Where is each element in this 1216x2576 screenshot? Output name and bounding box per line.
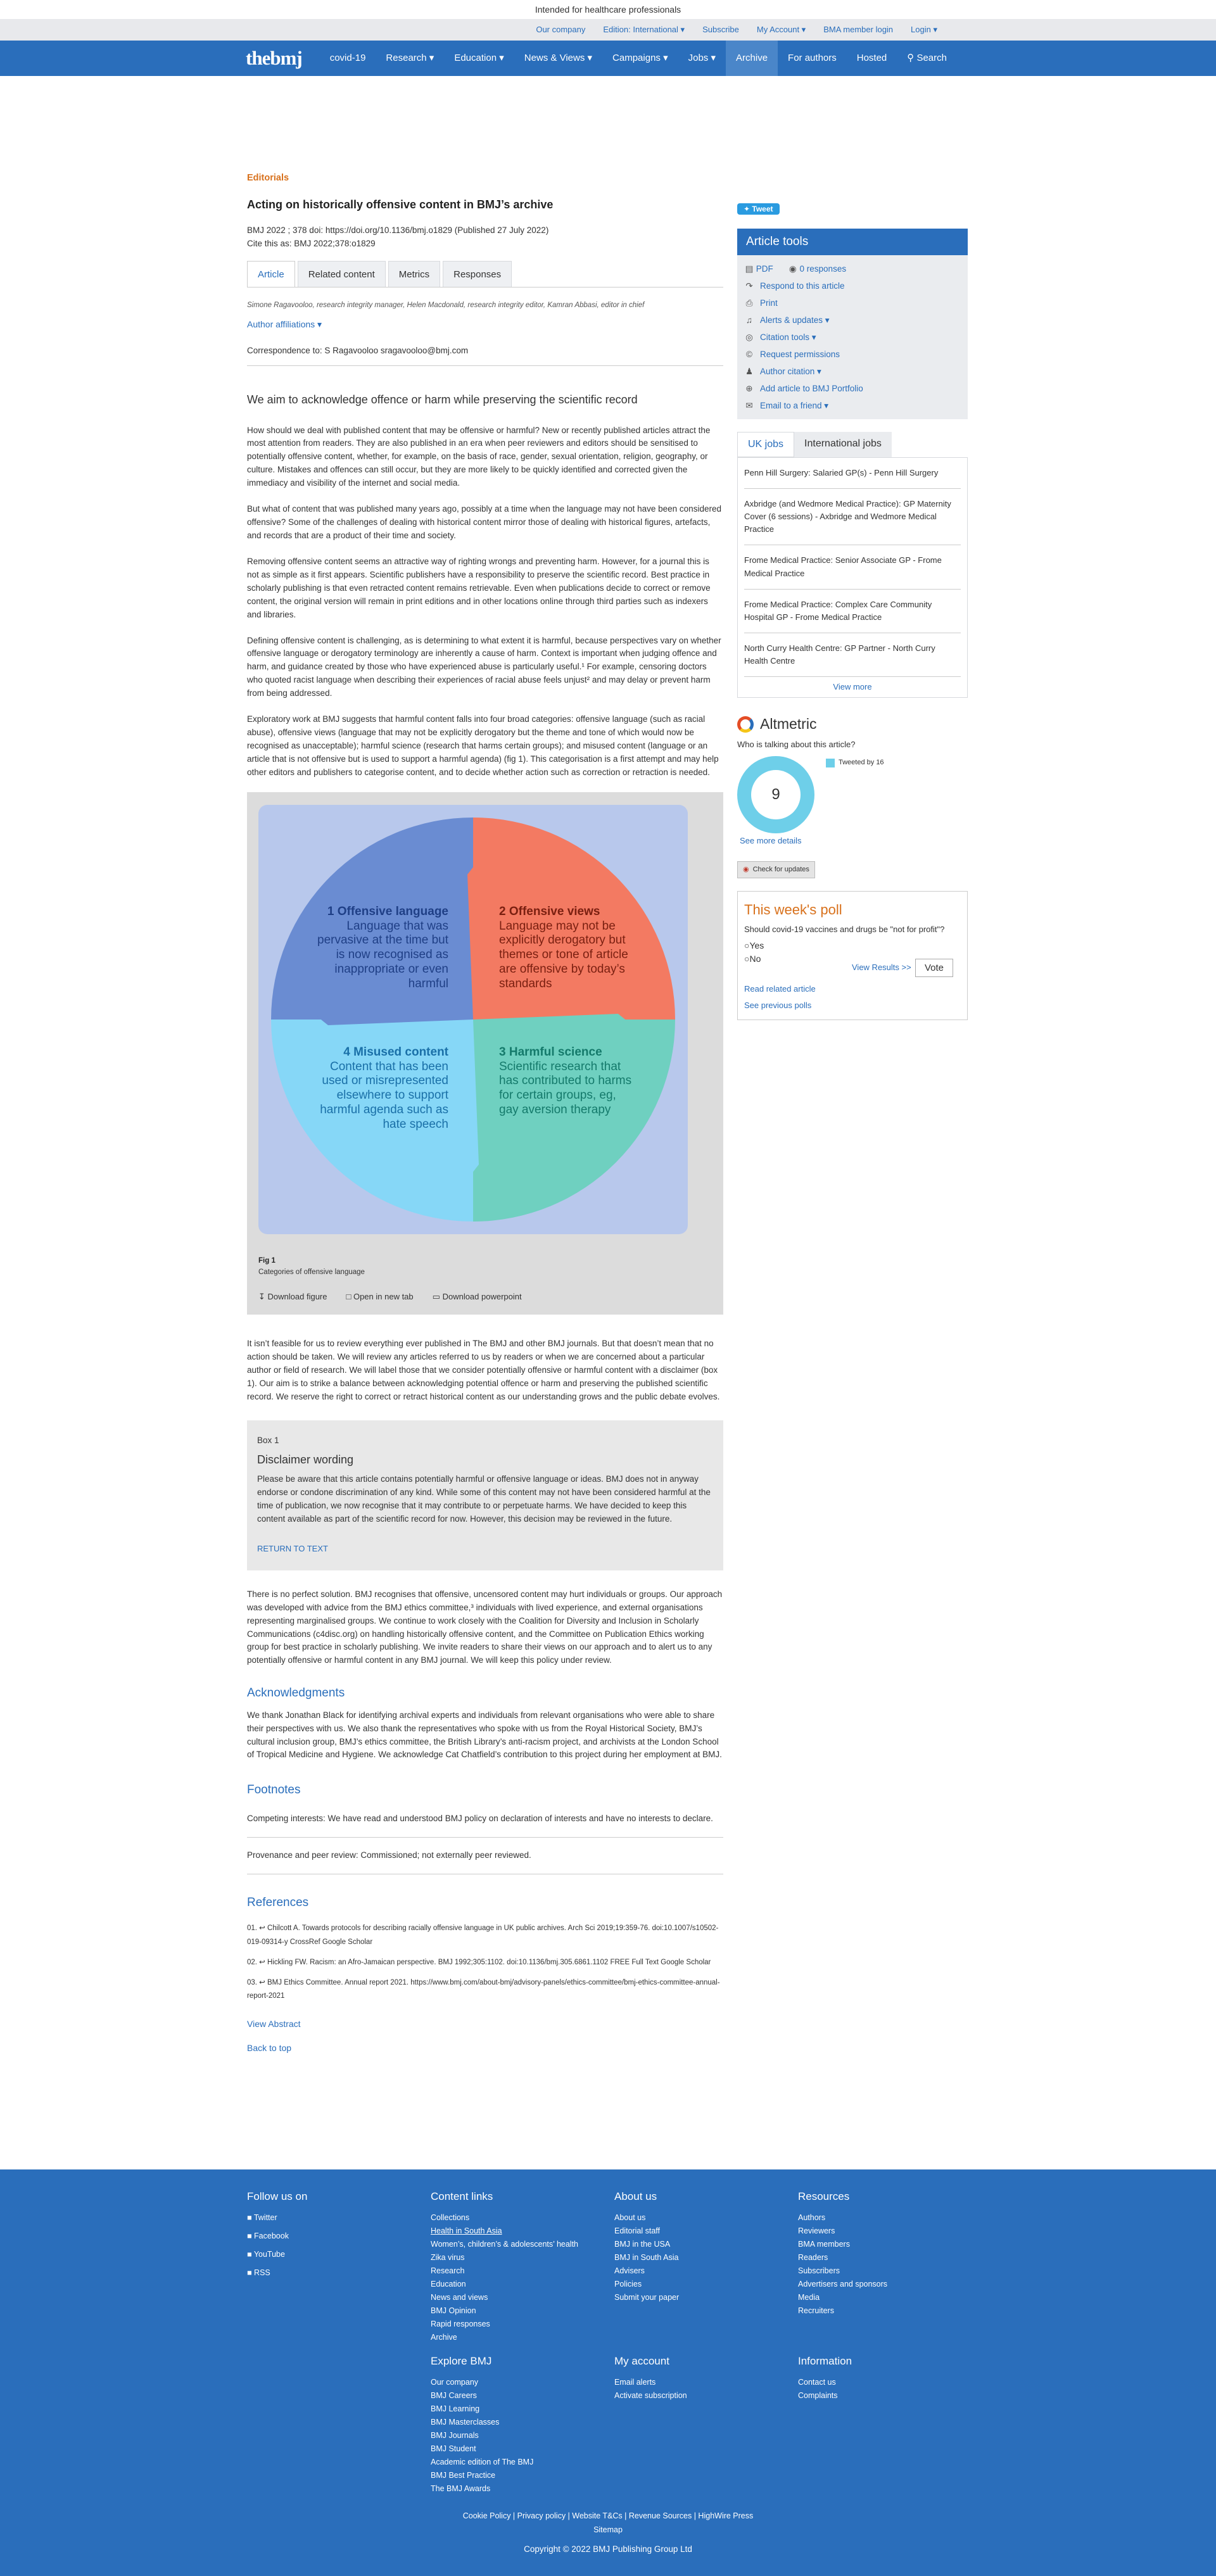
footer-link[interactable]: Subscribers — [798, 2266, 840, 2276]
our-company-link[interactable]: Our company — [536, 24, 586, 34]
facebook-label: Facebook — [254, 2232, 289, 2241]
figure-1 — [247, 792, 723, 1315]
divider — [247, 1837, 723, 1838]
pdf-label: PDF — [756, 263, 773, 274]
footer-content-links — [431, 2188, 595, 2344]
download-figure-link[interactable] — [258, 1291, 327, 1303]
email-friend-menu[interactable] — [745, 397, 960, 414]
box-label: Box 1 — [257, 1436, 279, 1446]
subscribe-link[interactable]: Subscribe — [702, 24, 739, 34]
check-updates-button[interactable] — [737, 861, 815, 878]
altmetric-donut[interactable] — [737, 756, 814, 833]
altmetric-score: 9 — [751, 770, 801, 819]
footer-about — [614, 2188, 779, 2304]
footer-link[interactable]: BMJ Opinion — [431, 2306, 476, 2316]
job-item[interactable]: Axbridge (and Wedmore Medical Practice): GP Maternity Cover (6 sessions) - Axbridge and Wedmore Medical Practice — [744, 489, 961, 545]
reference-item: 02. ↩ Hickling FW. Racism: an Afro-Jamaican perspective. BMJ 1992;305:1102. doi:10.1136/bmj.305.6861.1102 FREE Full Text Google Scholar — [247, 1958, 711, 1966]
nav-news[interactable]: News & Views ▾ — [524, 53, 593, 63]
utility-bar — [0, 19, 1216, 41]
user-icon: ♟ — [745, 366, 754, 376]
footer-link[interactable]: Authors — [798, 2213, 826, 2223]
previous-polls-link[interactable]: See previous polls — [744, 1001, 812, 1011]
altmetric-question: Who is talking about this article? — [737, 740, 856, 750]
footer-link[interactable]: BMJ Learning — [431, 2404, 480, 2414]
footer-link[interactable]: BMJ Best Practice — [431, 2471, 496, 2480]
download-powerpoint-label: Download powerpoint — [442, 1292, 522, 1302]
footer-link[interactable]: Academic edition of The BMJ — [431, 2458, 534, 2467]
cite-as: Cite this as: BMJ 2022;378:o1829 — [247, 239, 376, 249]
footer-link[interactable]: Collections — [431, 2213, 470, 2223]
nav-authors[interactable]: For authors — [788, 53, 837, 63]
poll-yes-label: Yes — [749, 940, 764, 950]
footer-link[interactable]: Rapid responses — [431, 2320, 490, 2329]
reply-icon: ↷ — [745, 281, 753, 291]
nav-hosted[interactable]: Hosted — [856, 53, 887, 63]
main-nav — [0, 41, 1216, 76]
footer-heading: Explore BMJ — [431, 2355, 492, 2367]
figure-label: Fig 1 — [258, 1256, 276, 1265]
youtube-link[interactable] — [247, 2248, 412, 2261]
footer-link[interactable]: BMJ Journals — [431, 2431, 479, 2440]
email-friend-label: Email to a friend ▾ — [760, 400, 829, 410]
footer-link[interactable]: News and views — [431, 2293, 488, 2302]
footer-link[interactable]: Health in South Asia — [431, 2226, 502, 2236]
footer-link[interactable]: Research — [431, 2266, 465, 2276]
nav-education[interactable]: Education ▾ — [454, 53, 504, 63]
acknowledgments-text: We thank Jonathan Black for identifying archival experts and individuals from relevant organisations who were able to share their perspectives with us. We also thank the representatives who spoke with us from the Royal Historical Society, BMJ’s cultural inclusion group, BMJ’s ethics committee, the British Library’s anti-racism project, and archivists at the London School of Tropical Medicine and Hygiene. We acknowledge Cat Chatfield’s contribution to this project during her employment at BMJ. — [247, 1710, 722, 1760]
job-item[interactable]: Frome Medical Practice: Complex Care Community Hospital GP - Frome Medical Practice — [744, 590, 961, 633]
alerts-menu[interactable] — [745, 312, 960, 329]
tab-article[interactable]: Article — [247, 261, 295, 287]
citation-tools-label: Citation tools ▾ — [760, 332, 816, 342]
portfolio-label: Add article to BMJ Portfolio — [760, 383, 863, 393]
job-item[interactable]: North Curry Health Centre: GP Partner - North Curry Health Centre — [744, 633, 961, 677]
section-label[interactable]: Editorials — [247, 173, 289, 183]
comment-icon: ◉ — [788, 263, 797, 274]
top-banner: Intended for healthcare professionals — [0, 0, 1216, 19]
twitter-icon: ■ — [247, 2213, 252, 2223]
alerts-label: Alerts & updates ▾ — [760, 315, 830, 325]
jobs-list — [737, 457, 968, 698]
footer-information — [798, 2353, 963, 2402]
respond-label: Respond to this article — [760, 281, 845, 291]
footer-link[interactable]: Reviewers — [798, 2226, 835, 2236]
read-related-link[interactable]: Read related article — [744, 983, 816, 994]
twitter-icon: ✦ — [744, 205, 750, 213]
footer-link[interactable]: Women’s, children’s & adolescents’ health — [431, 2240, 579, 2249]
youtube-icon: ■ — [247, 2250, 252, 2259]
competing-interests: Competing interests: We have read and understood BMJ policy on declaration of interests and have no interests to declare. — [247, 1813, 713, 1823]
author-list: Simone Ragavooloo, research integrity manager, Helen Macdonald, research integrity editor, Kamran Abbasi, editor in chief — [247, 301, 645, 310]
q2-text: Language may not be explicitly derogatory but themes or tone of article are offensive by today’s standards — [499, 919, 628, 990]
footer-link[interactable]: Readers — [798, 2253, 828, 2263]
paragraph: But what of content that was published many years ago, possibly at a time when the language may not have been considered offensive? Some of the challenges of dealing with historical content mirror those of dealing with historical figures, artefacts, and records that are a product of their time and society. — [247, 504, 721, 540]
nav-campaigns[interactable]: Campaigns ▾ — [612, 53, 668, 63]
q3-title: 3 Harmful science — [499, 1045, 602, 1059]
envelope-icon: ✉ — [745, 400, 753, 410]
tab-related[interactable]: Related content — [298, 261, 386, 287]
site-footer — [0, 2169, 1216, 2576]
article-main — [247, 171, 723, 2055]
footer-link[interactable]: Email alerts — [614, 2378, 656, 2387]
plus-icon: ⊕ — [745, 383, 753, 393]
bma-login-link[interactable]: BMA member login — [823, 24, 894, 34]
responses-link[interactable] — [788, 260, 846, 277]
footer-heading: Content links — [431, 2190, 493, 2202]
q1-text: Language that was pervasive at the time but is now recognised as inappropriate or even harmful — [317, 919, 448, 990]
rss-link[interactable] — [247, 2266, 412, 2280]
footnotes-heading: Footnotes — [247, 1783, 301, 1797]
poll-option-yes[interactable]: ○Yes — [744, 940, 764, 950]
footer-link[interactable]: Education — [431, 2280, 466, 2289]
divider — [247, 365, 723, 366]
paragraph: There is no perfect solution. BMJ recognises that offensive, uncensored content may hurt individuals or groups. Our approach was developed with advice from the BMJ ethics committee,³ individuals with lived experience, and external organisations representing marginalised groups. We continue to work closely with the Coalition for Diversity and Inclusion in Scholarly Communications (c4disc.org) on handling historically offensive content, and the Committee on Publication Ethics working group for best practice in scholarly publishing. We invite readers to share their views on our approach and to alert us to any potentially offensive or harmful content in any BMJ journal. We will keep this policy under review. — [247, 1589, 723, 1665]
article-title: Acting on historically offensive content in BMJ’s archive — [247, 198, 554, 212]
check-updates-label: Check for updates — [752, 866, 809, 874]
article-tabs — [247, 261, 723, 287]
footer-heading: Follow us on — [247, 2190, 308, 2202]
my-account-menu[interactable]: My Account ▾ — [756, 24, 806, 34]
citation-tools-menu[interactable] — [745, 329, 960, 346]
bmj-logo[interactable]: thebmj — [246, 46, 302, 69]
footer-link[interactable]: Archive — [431, 2333, 457, 2342]
correspondence: Correspondence to: S Ragavooloo sragavooloo@bmj.com — [247, 345, 469, 355]
tools-row-pdf — [745, 260, 960, 277]
bell-icon: ♫ — [745, 315, 753, 325]
poll-option-no[interactable]: ○No — [744, 954, 761, 964]
crossmark-icon: ◉ — [743, 866, 749, 874]
author-citation-menu[interactable] — [745, 363, 960, 380]
footer-link[interactable]: Zika virus — [431, 2253, 465, 2263]
tweeted-label: Tweeted by 16 — [839, 759, 884, 767]
print-link[interactable] — [745, 294, 960, 312]
footer-link[interactable]: Advertisers and sponsors — [798, 2280, 888, 2289]
altmetric-title: Altmetric — [760, 716, 817, 733]
poll-title: This week's poll — [744, 902, 842, 918]
q3-text: Scientific research that has contributed to harms for certain groups, eg, gay aversion therapy — [499, 1059, 632, 1116]
nav-search[interactable] — [897, 41, 957, 76]
see-more-details-link[interactable]: See more details — [740, 836, 802, 846]
globe-icon: ◎ — [745, 332, 753, 342]
copyright: Copyright © 2022 BMJ Publishing Group Ltd — [524, 2544, 692, 2554]
facebook-icon: ■ — [247, 2232, 252, 2241]
paragraph: Exploratory work at BMJ suggests that harmful content falls into four broad categories: offensive language (such as racial abuse), offensive views (language that may not be explicitly derogatory but the theme and tone of which would now be recognised as unacceptable); harmful science (research that harms certain groups); and misused content (language or an article that is not offensive but is used to support a harmful agenda) (fig 1). This categorisation is a first attempt and may help other editors and publishers to categorise content, and to decide whether action such as correction or retraction is needed. — [247, 714, 719, 777]
footer-resources — [798, 2188, 963, 2318]
figure-links — [258, 1291, 711, 1303]
permissions-label: Request permissions — [760, 349, 840, 359]
nav-archive[interactable]: Archive — [726, 41, 778, 76]
page-icon: □ — [346, 1292, 352, 1302]
job-item[interactable]: Penn Hill Surgery: Salaried GP(s) - Penn Hill Surgery — [744, 458, 961, 489]
q4-title: 4 Misused content — [343, 1045, 448, 1059]
footer-link[interactable]: About us — [614, 2213, 646, 2223]
footer-link[interactable]: Contact us — [798, 2378, 836, 2387]
paragraph: How should we deal with published content that may be offensive or harmful? New or recently published articles attract the most attention from readers. They are also published in an era when peer reviewers and editors should be sensitised to potentially offensive content, whether, for example, on the basis of race, gender, sexual orientation, religion, geography, or culture. Mistakes and offences can still occur, but they are more likely to be quickly identified and corrected given the immediacy and visibility of the internet and social media. — [247, 425, 711, 488]
rss-label: RSS — [254, 2268, 270, 2278]
tab-uk-jobs[interactable]: UK jobs — [737, 432, 794, 457]
poll-question: Should covid-19 vaccines and drugs be "not for profit"? — [744, 925, 945, 935]
article-tools — [737, 229, 968, 419]
permissions-link[interactable] — [745, 346, 960, 363]
poll-no-label: No — [749, 954, 761, 964]
footer-link[interactable]: BMA members — [798, 2240, 850, 2249]
altmetric-header — [737, 713, 968, 736]
rss-icon: ■ — [247, 2268, 252, 2278]
footer-account — [614, 2353, 779, 2402]
author-affiliations-toggle[interactable]: Author affiliations ▾ — [247, 319, 322, 330]
footer-link[interactable]: BMJ in the USA — [614, 2240, 671, 2249]
paragraph: It isn’t feasible for us to review everything ever published in The BMJ and other BMJ journals. But that doesn’t mean that no action should be taken. We will review any articles referred to us by readers or when we are concerned about a particular author or field of research. We will label those that we consider potentially offensive or harmful content with a disclaimer (box 1). Our aim is to strike a balance between acknowledging potential offence or harm and preserving the published scientific record. We reserve the right to correct or retract historical content as our understanding grows and the public debate evolves. — [247, 1339, 720, 1402]
reference-item: 03. ↩ BMJ Ethics Committee. Annual report 2021. https://www.bmj.com/about-bmj/advisory-panels/ethics-committee/bmj-ethics-committee-annual-report-2021 — [247, 1978, 720, 2000]
search-icon: ⚲ — [907, 53, 915, 63]
footer-follow — [247, 2188, 412, 2280]
paragraph: Removing offensive content seems an attractive way of righting wrongs and preventing harm. However, for a journal this is not as simple as it first appears. Scientific publishers have a responsibility to preserve the scientific record. Best practice in scholarly publishing is that even retracted content remains retrievable. Even when publications decide to correct or remove content, the original version will remain in print editions and in other locations online through third parties such as indexers and libraries. — [247, 556, 711, 619]
footer-link[interactable]: Recruiters — [798, 2306, 834, 2316]
login-menu[interactable]: Login ▾ — [911, 24, 937, 34]
footer-policy-links[interactable]: Cookie Policy | Privacy policy | Website T&Cs | Revenue Sources | HighWire Press — [462, 2511, 754, 2520]
tab-responses[interactable]: Responses — [443, 261, 512, 287]
tweeted-count — [826, 757, 884, 768]
footer-link[interactable]: The BMJ Awards — [431, 2484, 491, 2494]
references-heading: References — [247, 1895, 309, 1909]
download-icon: ↧ — [258, 1292, 265, 1302]
footer-link[interactable]: BMJ Student — [431, 2444, 476, 2454]
view-more-jobs-link[interactable]: View more — [833, 682, 872, 692]
tweet-label: Tweet — [752, 205, 773, 213]
tab-international-jobs[interactable]: International jobs — [794, 432, 892, 457]
article-subtitle: We aim to acknowledge offence or harm while preserving the scientific record — [247, 393, 638, 406]
nav-covid[interactable]: covid-19 — [329, 53, 366, 63]
view-results-link[interactable]: View Results >> — [852, 962, 911, 972]
author-citation-label: Author citation ▾ — [760, 366, 821, 376]
pdf-icon: ▤ — [745, 263, 754, 274]
legend-swatch — [826, 759, 835, 767]
footer-link[interactable]: Media — [798, 2293, 820, 2302]
tab-metrics[interactable]: Metrics — [388, 261, 440, 287]
reference-item: 01. ↩ Chilcott A. Towards protocols for describing racially offensive language in UK public archives. Arch Sci 2019;19:359-76. doi:10.1007/s10502-019-09314-y CrossRef Google Scholar — [247, 1924, 719, 1946]
footer-link[interactable]: BMJ in South Asia — [614, 2253, 679, 2263]
facebook-link[interactable] — [247, 2230, 412, 2243]
provenance: Provenance and peer review: Commissioned; not externally peer reviewed. — [247, 1850, 531, 1860]
twitter-link[interactable] — [247, 2211, 412, 2225]
footer-link[interactable]: Activate subscription — [614, 2391, 687, 2401]
footer-heading: My account — [614, 2355, 669, 2367]
respond-link[interactable] — [745, 277, 960, 294]
article-tools-heading: Article tools — [737, 229, 968, 255]
box-text: Please be aware that this article contains potentially harmful or offensive language or ideas. BMJ does not in anyway endorse or condone discrimination of any kind. While some of this content may not have been considered harmful at the time of publication, we now recognise that it may contribute to or perpetuate harms. We have decided to keep this content available as part of the scientific record for now. However, this decision may be reviewed in the future. — [257, 1474, 711, 1524]
jobs-tabs — [737, 432, 968, 457]
citation-line: BMJ 2022 ; 378 doi: https://doi.org/10.1136/bmj.o1829 (Published 27 July 2022) — [247, 225, 549, 236]
download-powerpoint-link[interactable] — [433, 1291, 522, 1303]
box-title: Disclaimer wording — [257, 1453, 354, 1467]
footer-heading: Resources — [798, 2190, 850, 2202]
footer-heading: About us — [614, 2190, 657, 2202]
download-figure-label: Download figure — [267, 1292, 327, 1302]
youtube-label: YouTube — [253, 2250, 285, 2259]
search-label: Search — [916, 53, 947, 63]
nav-jobs[interactable]: Jobs ▾ — [688, 53, 716, 63]
back-to-top-link[interactable]: Back to top — [247, 2043, 292, 2054]
open-new-tab-link[interactable] — [346, 1291, 413, 1303]
vote-button[interactable]: Vote — [915, 959, 953, 977]
altmetric-widget — [737, 756, 968, 845]
q1-title: 1 Offensive language — [327, 904, 448, 918]
footer-link[interactable]: BMJ Careers — [431, 2391, 477, 2401]
responses-label: 0 responses — [799, 263, 847, 274]
q2-title: 2 Offensive views — [499, 904, 600, 918]
footer-link[interactable]: Submit your paper — [614, 2293, 680, 2302]
copyright-icon: © — [746, 349, 752, 359]
portfolio-link[interactable] — [745, 380, 960, 397]
edition-menu[interactable]: Edition: International ▾ — [603, 24, 685, 34]
return-to-text-link[interactable]: RETURN TO TEXT — [257, 1543, 328, 1553]
article-tools-list — [737, 255, 968, 419]
footer-link[interactable]: Our company — [431, 2378, 479, 2387]
footer-link[interactable]: Advisers — [614, 2266, 645, 2276]
view-abstract-link[interactable]: View Abstract — [247, 2019, 301, 2030]
figure-image[interactable] — [258, 805, 688, 1234]
footer-link[interactable]: Complaints — [798, 2391, 838, 2401]
disclaimer-box — [247, 1420, 723, 1570]
acknowledgments-heading: Acknowledgments — [247, 1686, 345, 1700]
footer-link[interactable]: BMJ Masterclasses — [431, 2418, 500, 2427]
weekly-poll — [737, 891, 968, 1020]
quadrant-diagram — [258, 805, 688, 1234]
open-new-tab-label: Open in new tab — [353, 1292, 414, 1302]
print-icon: ⎙ — [745, 298, 753, 308]
tweet-button[interactable] — [737, 203, 780, 215]
print-label: Print — [760, 298, 778, 308]
q4-text: Content that has been used or misrepresented elsewhere to support harmful agenda such as hate speech — [320, 1059, 448, 1131]
nav-research[interactable]: Research ▾ — [386, 53, 434, 63]
sidebar — [737, 203, 968, 1020]
footer-explore — [431, 2353, 595, 2496]
figure-caption: Categories of offensive language — [258, 1268, 365, 1276]
footer-link[interactable]: Policies — [614, 2280, 642, 2289]
footer-link[interactable]: Editorial staff — [614, 2226, 661, 2236]
footer-heading: Information — [798, 2355, 852, 2367]
twitter-label: Twitter — [253, 2213, 277, 2223]
paragraph: Defining offensive content is challenging, as is determining to what extent it is harmful, because perspectives vary on whether offensive language or derogatory terminology are inherently a cause of harm. Context is important when judging offence and harm, and guidance created by those who have experienced abuse is particularly useful.¹ For example, censoring doctors who quoted racist language when describing their experiences of racial abuse feels unjust² and may delay or prevent harm from being addressed. — [247, 635, 721, 698]
altmetric-logo-icon — [737, 716, 754, 733]
monitor-icon: ▭ — [432, 1292, 440, 1302]
job-item[interactable]: Frome Medical Practice: Senior Associate GP - Frome Medical Practice — [744, 545, 961, 589]
pdf-link[interactable] — [745, 260, 773, 277]
sitemap-link[interactable]: Sitemap — [593, 2525, 623, 2534]
